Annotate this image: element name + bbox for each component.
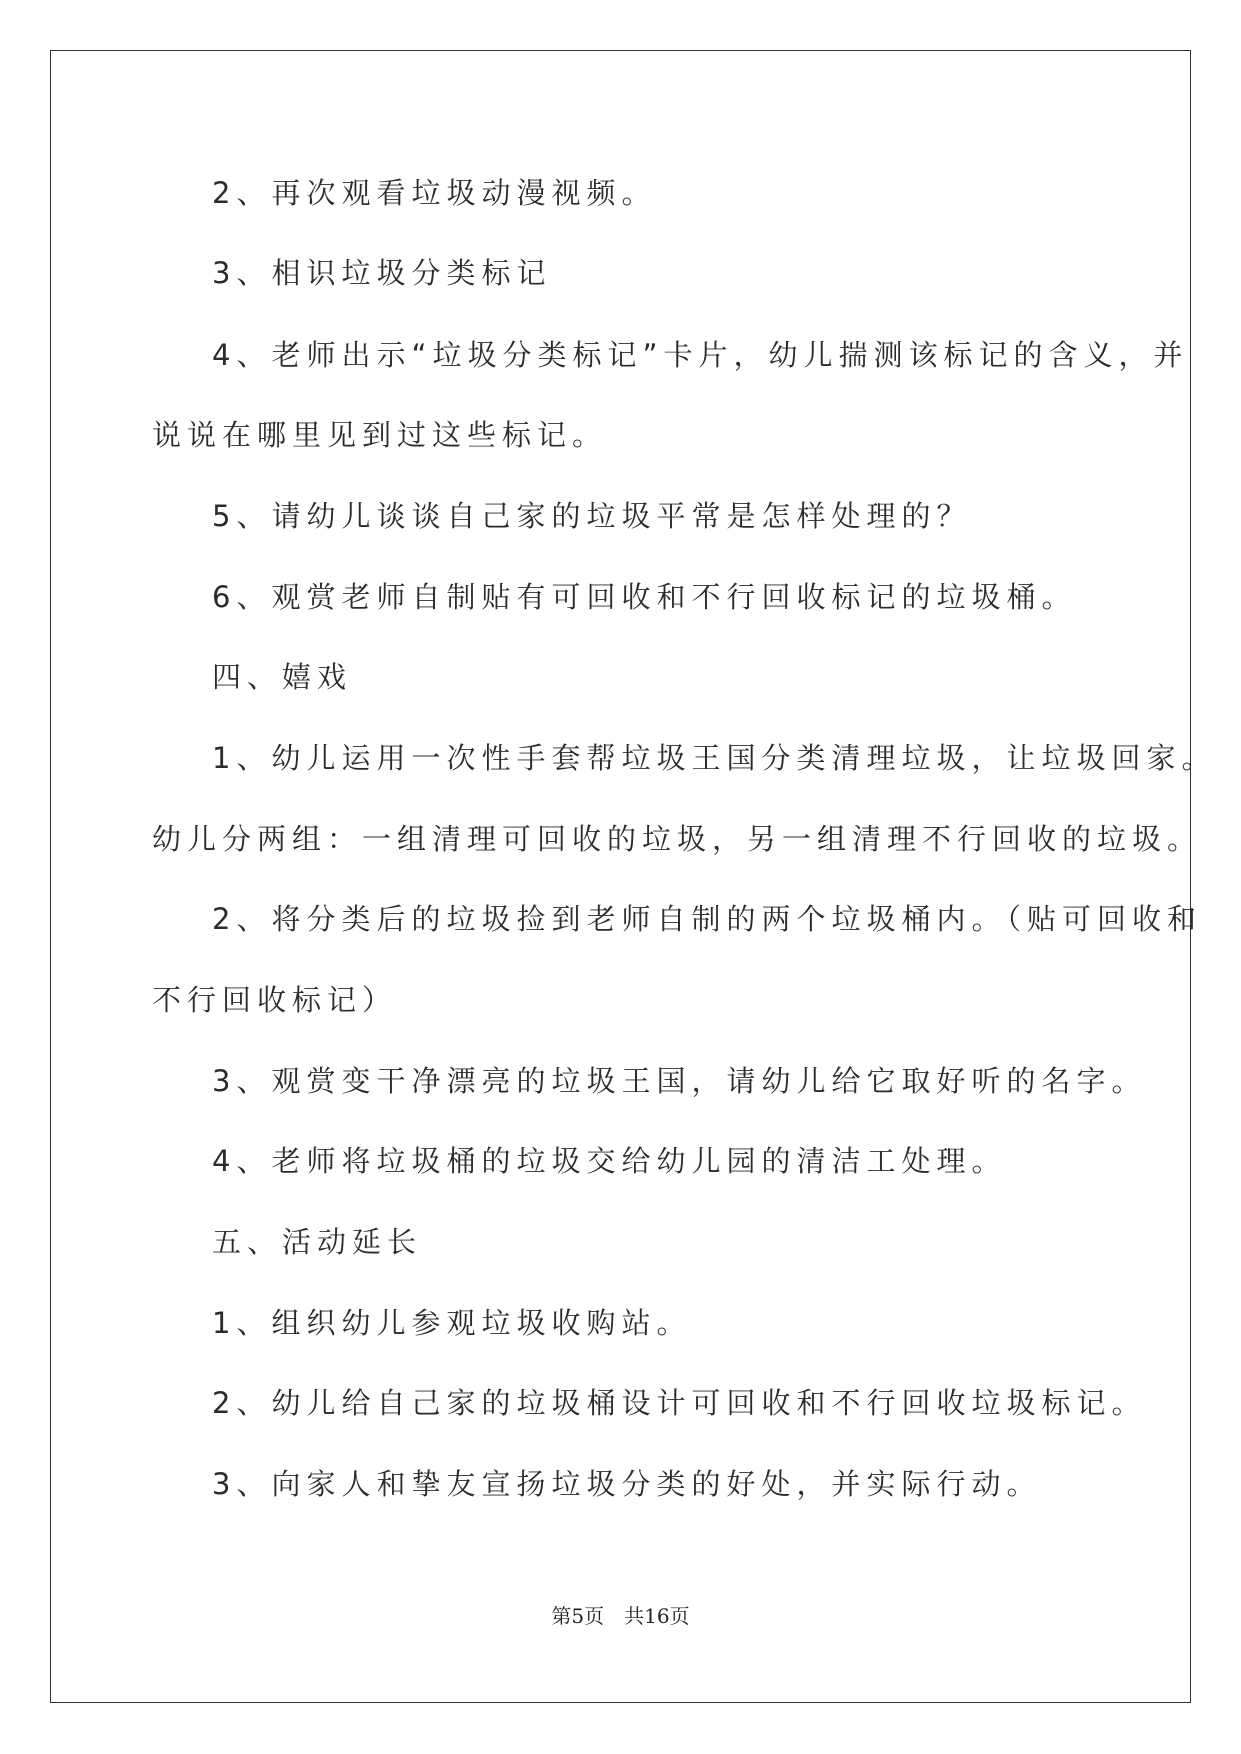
paragraph-line: 4、老师出示“垃圾分类标记”卡片，幼儿揣测该标记的含义，并 bbox=[212, 338, 1189, 372]
section-heading: 四、嬉戏 bbox=[212, 660, 353, 694]
paragraph-line: 2、再次观看垃圾动漫视频。 bbox=[212, 176, 657, 210]
paragraph-line: 幼儿分两组：一组清理可回收的垃圾，另一组清理不行回收的垃圾。 bbox=[152, 822, 1203, 856]
paragraph-line: 3、向家人和挚友宣扬垃圾分类的好处，并实际行动。 bbox=[212, 1467, 1042, 1501]
paragraph-line: 1、组织幼儿参观垃圾收购站。 bbox=[212, 1306, 692, 1340]
paragraph-line: 6、观赏老师自制贴有可回收和不行回收标记的垃圾桶。 bbox=[212, 580, 1077, 614]
page-total: 共16页 bbox=[624, 1604, 690, 1628]
paragraph-line: 4、老师将垃圾桶的垃圾交给幼儿园的清洁工处理。 bbox=[212, 1144, 1007, 1178]
page-border bbox=[50, 50, 1191, 1703]
page-number: 第5页 bbox=[551, 1604, 605, 1628]
paragraph-line: 1、幼儿运用一次性手套帮垃圾王国分类清理垃圾，让垃圾回家。 bbox=[212, 741, 1217, 775]
page-footer bbox=[0, 1604, 1241, 1628]
paragraph-line: 5、请幼儿谈谈自己家的垃圾平常是怎样处理的？ bbox=[212, 499, 972, 533]
section-heading: 五、活动延长 bbox=[212, 1225, 423, 1259]
paragraph-line: 3、相识垃圾分类标记 bbox=[212, 256, 552, 290]
paragraph-line: 2、将分类后的垃圾捡到老师自制的两个垃圾桶内。（贴可回收和 bbox=[212, 902, 1202, 936]
paragraph-line: 2、幼儿给自己家的垃圾桶设计可回收和不行回收垃圾标记。 bbox=[212, 1386, 1147, 1420]
paragraph-line: 不行回收标记） bbox=[152, 983, 398, 1017]
paragraph-line: 3、观赏变干净漂亮的垃圾王国，请幼儿给它取好听的名字。 bbox=[212, 1064, 1147, 1098]
paragraph-line: 说说在哪里见到过这些标记。 bbox=[152, 418, 608, 452]
